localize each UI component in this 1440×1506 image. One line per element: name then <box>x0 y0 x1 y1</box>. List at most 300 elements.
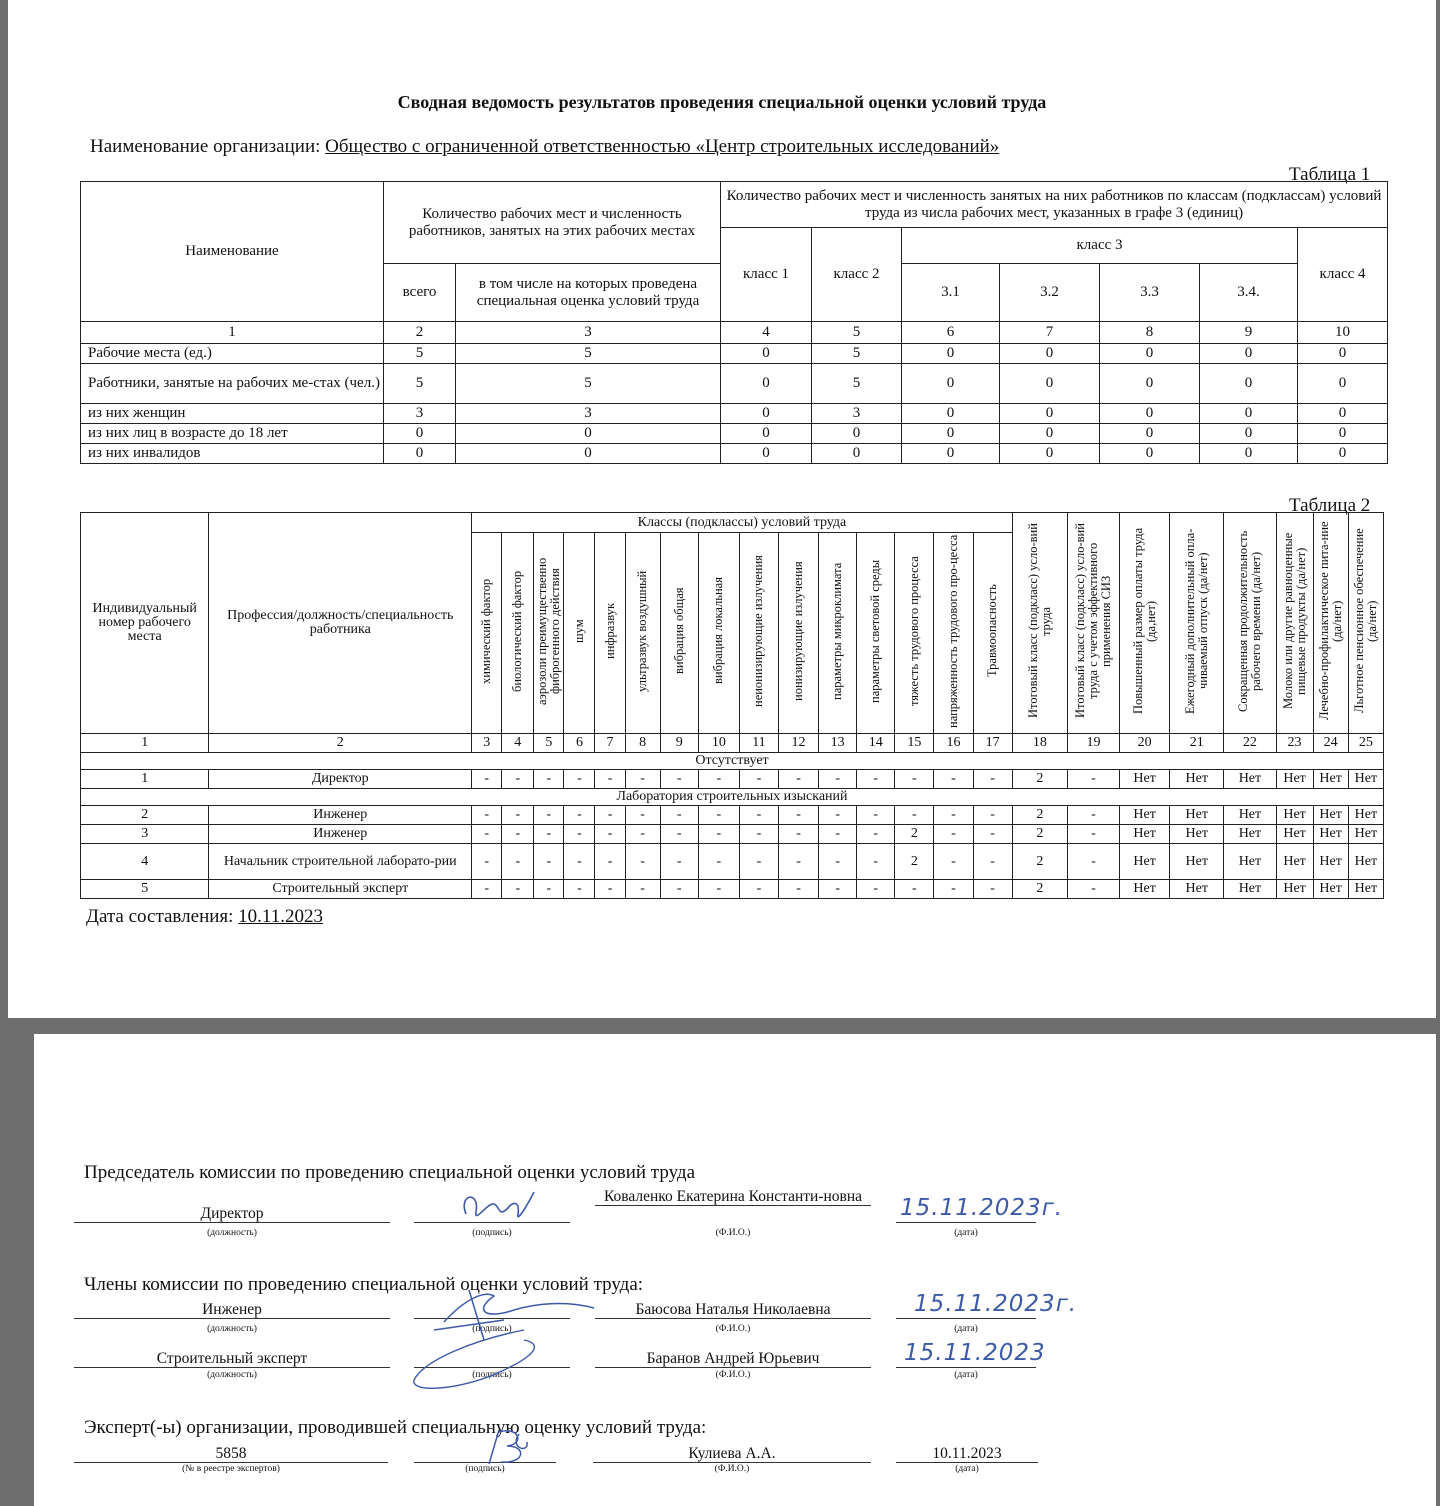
column-number: 3 <box>472 734 502 753</box>
chairman-date: 15.11.2023г. <box>900 1195 1064 1221</box>
table-cell: Нет <box>1170 770 1224 789</box>
table-cell: - <box>778 880 818 899</box>
summary-table <box>80 181 1388 464</box>
summary-header-label: Итоговый класс (подкласс) усло-вий труда с учетом эффективного применения СИЗ <box>1072 523 1113 719</box>
column-number: 2 <box>209 734 472 753</box>
factor-header-label: шум <box>571 619 586 643</box>
summary-header <box>1120 513 1170 734</box>
table-cell: - <box>625 880 660 899</box>
table-cell: - <box>934 806 973 825</box>
summary-header-label: Ежегодный дополнительный опла-чиваемый отпуск (да/нет) <box>1182 528 1210 714</box>
table-cell: - <box>819 806 857 825</box>
summary-header <box>1012 513 1067 734</box>
table-cell: - <box>534 770 564 789</box>
factor-header <box>502 533 534 734</box>
row-label: Рабочие места (ед.) <box>81 344 384 364</box>
profession-name: Директор <box>209 770 472 789</box>
table-cell: - <box>778 770 818 789</box>
document-title: Сводная ведомость результатов проведения специальной оценки условий труда <box>397 92 1047 112</box>
table-cell: - <box>934 770 973 789</box>
factor-header-label: аэрозоли преимущественно фиброгенного действия <box>535 557 563 705</box>
table-cell: - <box>973 844 1012 880</box>
table-row <box>81 424 1388 444</box>
factor-header-label: инфразвук <box>602 603 617 660</box>
header-conditions-classes: Классы (подклассы) условий труда <box>472 513 1013 533</box>
factor-header-label: параметры микроклимата <box>830 562 845 700</box>
column-number: 8 <box>1100 322 1200 344</box>
table-row <box>81 364 1388 404</box>
header-workplaces: Количество рабочих мест и численность работников, занятых на этих рабочих местах <box>384 182 721 264</box>
table-cell: 0 <box>456 424 721 444</box>
table-cell: - <box>857 844 895 880</box>
table-cell: - <box>819 825 857 844</box>
factor-header-label: биологический фактор <box>510 570 525 692</box>
caption-fio: (Ф.И.О.) <box>714 1464 750 1474</box>
table-cell: - <box>534 825 564 844</box>
table-cell: - <box>564 806 595 825</box>
table-cell: 0 <box>1000 424 1100 444</box>
table-cell: 0 <box>902 404 1000 424</box>
expert-fio: Кулиева А.А. <box>593 1445 871 1463</box>
table-cell: Нет <box>1276 806 1313 825</box>
caption-date: (дата) <box>954 1228 978 1238</box>
header-3-1: 3.1 <box>902 264 1000 322</box>
factor-header <box>595 533 625 734</box>
table-cell: 5 <box>456 364 721 404</box>
table-cell: - <box>502 806 534 825</box>
table-cell: - <box>819 770 857 789</box>
compiled-date: 10.11.2023 <box>238 906 323 927</box>
factor-header-label: напряженность трудового про-цесса <box>945 534 960 728</box>
table-cell: Нет <box>1348 770 1383 789</box>
expert-heading: Эксперт(-ы) организации, проводившей специальную оценку условий труда: <box>84 1417 707 1438</box>
factor-header-label: вибрация локальная <box>711 577 726 685</box>
column-number: 20 <box>1120 734 1170 753</box>
table-cell: 0 <box>1000 364 1100 404</box>
table-cell: - <box>625 770 660 789</box>
workplace-id: 5 <box>81 880 209 899</box>
factor-header-label: химический фактор <box>479 578 494 684</box>
table-cell: 0 <box>902 344 1000 364</box>
table-cell: Нет <box>1348 844 1383 880</box>
table-cell: 5 <box>456 344 721 364</box>
table-cell: - <box>595 825 625 844</box>
table-cell: 0 <box>902 364 1000 404</box>
member-signatures <box>374 1260 614 1400</box>
section-title: Лаборатория строительных изысканий <box>81 789 1384 806</box>
column-number: 17 <box>973 734 1012 753</box>
member2-date: 15.11.2023 <box>904 1340 1046 1366</box>
table-cell: 5 <box>384 344 456 364</box>
profession-name: Начальник строительной лаборато-рии <box>209 844 472 880</box>
table-cell: 0 <box>1100 344 1200 364</box>
column-number: 2 <box>384 322 456 344</box>
table-cell: - <box>698 806 739 825</box>
table-cell: Нет <box>1224 825 1276 844</box>
table-cell: 0 <box>1200 424 1298 444</box>
factor-header <box>973 533 1012 734</box>
column-numbers-row <box>81 322 1388 344</box>
table-cell: - <box>739 770 778 789</box>
table-cell: 0 <box>1298 444 1388 464</box>
table-cell: - <box>595 770 625 789</box>
chairman-position: Директор <box>74 1205 390 1223</box>
table-cell: 0 <box>1298 344 1388 364</box>
table-cell: - <box>502 844 534 880</box>
factor-header <box>739 533 778 734</box>
table-cell: 0 <box>384 444 456 464</box>
factor-header <box>698 533 739 734</box>
table-cell: 0 <box>1000 444 1100 464</box>
table-cell: Нет <box>1313 880 1348 899</box>
column-number: 10 <box>698 734 739 753</box>
caption-date: (дата) <box>954 1370 978 1380</box>
workplaces-table <box>80 512 1384 899</box>
column-number: 21 <box>1170 734 1224 753</box>
table-cell: - <box>778 806 818 825</box>
column-number: 12 <box>778 734 818 753</box>
compiled-label: Дата составления: <box>86 906 234 927</box>
table-cell: Нет <box>1120 825 1170 844</box>
summary-header <box>1067 513 1119 734</box>
column-numbers-row <box>81 734 1384 753</box>
table-cell: - <box>534 880 564 899</box>
caption-position: (должность) <box>207 1324 257 1334</box>
column-number: 1 <box>81 322 384 344</box>
table-cell: 0 <box>1298 404 1388 424</box>
summary-header <box>1276 513 1313 734</box>
table-cell: - <box>534 806 564 825</box>
factor-header <box>934 533 973 734</box>
row-label: из них инвалидов <box>81 444 384 464</box>
table-cell: - <box>595 844 625 880</box>
summary-header-label: Льготное пенсионное обеспечение (да/нет) <box>1351 528 1379 714</box>
table-cell: - <box>857 825 895 844</box>
caption-position: (должность) <box>207 1370 257 1380</box>
table-cell: - <box>564 880 595 899</box>
header-profession: Профессия/должность/специальность работника <box>209 513 472 734</box>
table-cell: - <box>502 880 534 899</box>
header-classes: Количество рабочих мест и численность занятых на них работников по классам (подклассам) условий труда из числа рабочих мест, указанных в графе 3 (единиц) <box>721 182 1388 228</box>
caption-registry: (№ в реестре экспертов) <box>182 1464 280 1474</box>
table-cell: - <box>857 880 895 899</box>
header-3-4: 3.4. <box>1200 264 1298 322</box>
table1-caption: Таблица 1 <box>1289 164 1371 185</box>
table-cell: - <box>595 880 625 899</box>
table-cell: Нет <box>1120 880 1170 899</box>
table-cell: - <box>1067 844 1119 880</box>
table-cell: - <box>534 844 564 880</box>
table-cell: 2 <box>1012 806 1067 825</box>
table-cell: - <box>472 844 502 880</box>
table-cell: 0 <box>1000 404 1100 424</box>
column-number: 6 <box>902 322 1000 344</box>
table-cell: - <box>472 806 502 825</box>
table-cell: - <box>472 770 502 789</box>
table-cell: - <box>1067 880 1119 899</box>
table-cell: Нет <box>1224 806 1276 825</box>
table-cell: Нет <box>1170 825 1224 844</box>
table-cell: - <box>739 844 778 880</box>
organization-label: Наименование организации: <box>90 136 321 157</box>
table-cell: 0 <box>721 344 812 364</box>
table-cell: - <box>895 770 934 789</box>
factor-header-label: ионизирующие излучения <box>791 561 806 701</box>
table-row <box>81 844 1384 880</box>
section-title: Отсутствует <box>81 753 1384 770</box>
profession-name: Строительный эксперт <box>209 880 472 899</box>
header-total: всего <box>384 264 456 322</box>
table-cell: 5 <box>812 344 902 364</box>
table-cell: Нет <box>1170 844 1224 880</box>
column-number: 25 <box>1348 734 1383 753</box>
summary-header-label: Итоговый класс (подкласс) усло-вий труда <box>1025 523 1053 719</box>
column-number: 8 <box>625 734 660 753</box>
summary-header <box>1313 513 1348 734</box>
table-cell: - <box>1067 806 1119 825</box>
header-name: Наименование <box>81 182 384 322</box>
row-label: Работники, занятые на рабочих ме-стах (чел.) <box>81 364 384 404</box>
table-cell: 0 <box>384 424 456 444</box>
factor-header-label: параметры световой среды <box>868 559 883 703</box>
column-number: 9 <box>1200 322 1298 344</box>
table-cell: - <box>739 880 778 899</box>
table-row <box>81 344 1388 364</box>
table-cell: Нет <box>1120 770 1170 789</box>
table-cell: - <box>595 806 625 825</box>
organization-line <box>90 136 999 158</box>
column-number: 13 <box>819 734 857 753</box>
table-cell: - <box>934 880 973 899</box>
summary-header-label: Повышенный размер оплаты труда (да,нет) <box>1130 527 1158 715</box>
table-cell: 0 <box>721 404 812 424</box>
column-number: 11 <box>739 734 778 753</box>
table-cell: 0 <box>812 424 902 444</box>
table-cell: - <box>660 880 698 899</box>
column-number: 6 <box>564 734 595 753</box>
table-cell: 0 <box>1000 344 1100 364</box>
table-cell: Нет <box>1120 806 1170 825</box>
table-cell: - <box>895 806 934 825</box>
organization-name: Общество с ограниченной ответственностью «Центр строительных исследований» <box>325 136 1000 157</box>
column-number: 15 <box>895 734 934 753</box>
factor-header-label: неионизирующие излучения <box>751 555 766 707</box>
table-cell: 5 <box>812 364 902 404</box>
table-cell: 0 <box>1200 404 1298 424</box>
caption-signature: (подпись) <box>472 1228 512 1238</box>
table-cell: Нет <box>1224 770 1276 789</box>
table-cell: - <box>1067 825 1119 844</box>
column-number: 5 <box>812 322 902 344</box>
column-number: 24 <box>1313 734 1348 753</box>
member1-position: Инженер <box>74 1301 390 1319</box>
caption-fio: (Ф.И.О.) <box>715 1324 751 1334</box>
table-cell: - <box>1067 770 1119 789</box>
factor-header-label: Травмоопасность <box>985 584 1000 678</box>
caption-date: (дата) <box>954 1324 978 1334</box>
table-cell: 0 <box>1100 364 1200 404</box>
table-cell: Нет <box>1348 825 1383 844</box>
table-cell: Нет <box>1313 770 1348 789</box>
table-cell: Нет <box>1120 844 1170 880</box>
table-cell: Нет <box>1224 880 1276 899</box>
summary-header-label: Сокращенная продолжительность рабочего времени (да/нет) <box>1235 530 1263 712</box>
factor-header-label: тяжесть трудового процесса <box>906 556 921 706</box>
column-number: 23 <box>1276 734 1313 753</box>
column-number: 16 <box>934 734 973 753</box>
factor-header <box>534 533 564 734</box>
table-cell: - <box>625 806 660 825</box>
table-cell: - <box>739 806 778 825</box>
member1-fio: Баюсова Наталья Николаевна <box>595 1301 871 1319</box>
table-cell: - <box>502 770 534 789</box>
header-class3: класс 3 <box>902 228 1298 264</box>
factor-header <box>472 533 502 734</box>
column-number: 10 <box>1298 322 1388 344</box>
caption-fio: (Ф.И.О.) <box>715 1228 751 1238</box>
table2-caption: Таблица 2 <box>1289 495 1371 516</box>
table-cell: 0 <box>1200 344 1298 364</box>
table-cell: Нет <box>1348 880 1383 899</box>
page-2 <box>34 1034 1436 1506</box>
table-cell: Нет <box>1348 806 1383 825</box>
workplace-id: 1 <box>81 770 209 789</box>
table-cell: - <box>934 825 973 844</box>
table-cell: 2 <box>895 825 934 844</box>
table-cell: - <box>660 770 698 789</box>
header-3-3: 3.3 <box>1100 264 1200 322</box>
table-cell: Нет <box>1276 880 1313 899</box>
profession-name: Инженер <box>209 806 472 825</box>
table-cell: 0 <box>1100 404 1200 424</box>
factor-header <box>895 533 934 734</box>
table-cell: - <box>895 880 934 899</box>
factor-header <box>564 533 595 734</box>
table-cell: - <box>973 825 1012 844</box>
table-row <box>81 806 1384 825</box>
chairman-fio: Коваленко Екатерина Константи-новна <box>595 1188 871 1206</box>
table-cell: - <box>698 770 739 789</box>
table-cell: 0 <box>1100 444 1200 464</box>
caption-fio: (Ф.И.О.) <box>715 1370 751 1380</box>
table-cell: 3 <box>384 404 456 424</box>
header-class2: класс 2 <box>812 228 902 322</box>
expert-signature <box>479 1424 539 1470</box>
table-cell: - <box>934 844 973 880</box>
chairman-signature <box>454 1184 544 1234</box>
table-cell: - <box>778 825 818 844</box>
table-cell: Нет <box>1313 806 1348 825</box>
column-number: 18 <box>1012 734 1067 753</box>
table-cell: - <box>819 844 857 880</box>
caption-position: (должность) <box>207 1228 257 1238</box>
factor-header-label: ультразвук воздушный <box>635 570 650 692</box>
table-cell: Нет <box>1313 825 1348 844</box>
table-cell: 5 <box>384 364 456 404</box>
table-cell: - <box>564 844 595 880</box>
table-cell: 0 <box>721 364 812 404</box>
table-cell: Нет <box>1170 806 1224 825</box>
workplace-id: 2 <box>81 806 209 825</box>
table-cell: - <box>472 880 502 899</box>
table-cell: Нет <box>1170 880 1224 899</box>
table-cell: - <box>857 806 895 825</box>
table-cell: - <box>698 825 739 844</box>
table-cell: - <box>564 825 595 844</box>
table-cell: - <box>625 844 660 880</box>
table-row <box>81 444 1388 464</box>
column-number: 14 <box>857 734 895 753</box>
summary-header <box>1348 513 1383 734</box>
table-cell: 3 <box>812 404 902 424</box>
workplace-id: 3 <box>81 825 209 844</box>
summary-header-label: Лечебно-профилактическое пита-ние (да/нет) <box>1316 521 1344 721</box>
table-row <box>81 880 1384 899</box>
table-cell: 0 <box>1200 364 1298 404</box>
summary-header <box>1224 513 1276 734</box>
table-cell: - <box>502 825 534 844</box>
table-cell: 0 <box>1100 424 1200 444</box>
table-cell: 0 <box>721 424 812 444</box>
table-cell: 2 <box>1012 825 1067 844</box>
column-number: 5 <box>534 734 564 753</box>
column-number: 19 <box>1067 734 1119 753</box>
factor-header <box>660 533 698 734</box>
table-cell: Нет <box>1276 844 1313 880</box>
table-cell: Нет <box>1276 770 1313 789</box>
row-label: из них женщин <box>81 404 384 424</box>
factor-header <box>857 533 895 734</box>
header-class1: класс 1 <box>721 228 812 322</box>
expert-registry-number: 5858 <box>74 1445 388 1463</box>
table-cell: - <box>973 770 1012 789</box>
table-row <box>81 404 1388 424</box>
table-cell: - <box>660 806 698 825</box>
table-cell: - <box>973 806 1012 825</box>
table-cell: 0 <box>1200 444 1298 464</box>
table-cell: Нет <box>1276 825 1313 844</box>
members-heading: Члены комиссии по проведению специальной оценки условий труда: <box>84 1274 644 1295</box>
table-cell: 2 <box>1012 770 1067 789</box>
table-row <box>81 825 1384 844</box>
table-cell: - <box>472 825 502 844</box>
caption-signature: (подпись) <box>472 1370 512 1380</box>
table-row <box>81 770 1384 789</box>
table-cell: 0 <box>902 444 1000 464</box>
table-cell: - <box>660 844 698 880</box>
table-cell: 0 <box>721 444 812 464</box>
column-number: 3 <box>456 322 721 344</box>
table-cell: 2 <box>895 844 934 880</box>
table-cell: 3 <box>456 404 721 424</box>
table-cell: - <box>698 844 739 880</box>
member2-position: Строительный эксперт <box>74 1350 390 1368</box>
column-number: 1 <box>81 734 209 753</box>
compiled-date-line <box>86 906 323 928</box>
section-row <box>81 789 1384 806</box>
expert-date: 10.11.2023 <box>896 1445 1038 1463</box>
chairman-heading: Председатель комиссии по проведению специальной оценки условий труда <box>84 1162 695 1183</box>
table-cell: - <box>973 880 1012 899</box>
factor-header <box>625 533 660 734</box>
column-number: 7 <box>595 734 625 753</box>
table-cell: - <box>625 825 660 844</box>
table-cell: 2 <box>1012 880 1067 899</box>
caption-signature: (подпись) <box>465 1464 505 1474</box>
header-assessed: в том числе на которых проведена специальная оценка условий труда <box>456 264 721 322</box>
table-cell: 0 <box>812 444 902 464</box>
column-number: 9 <box>660 734 698 753</box>
